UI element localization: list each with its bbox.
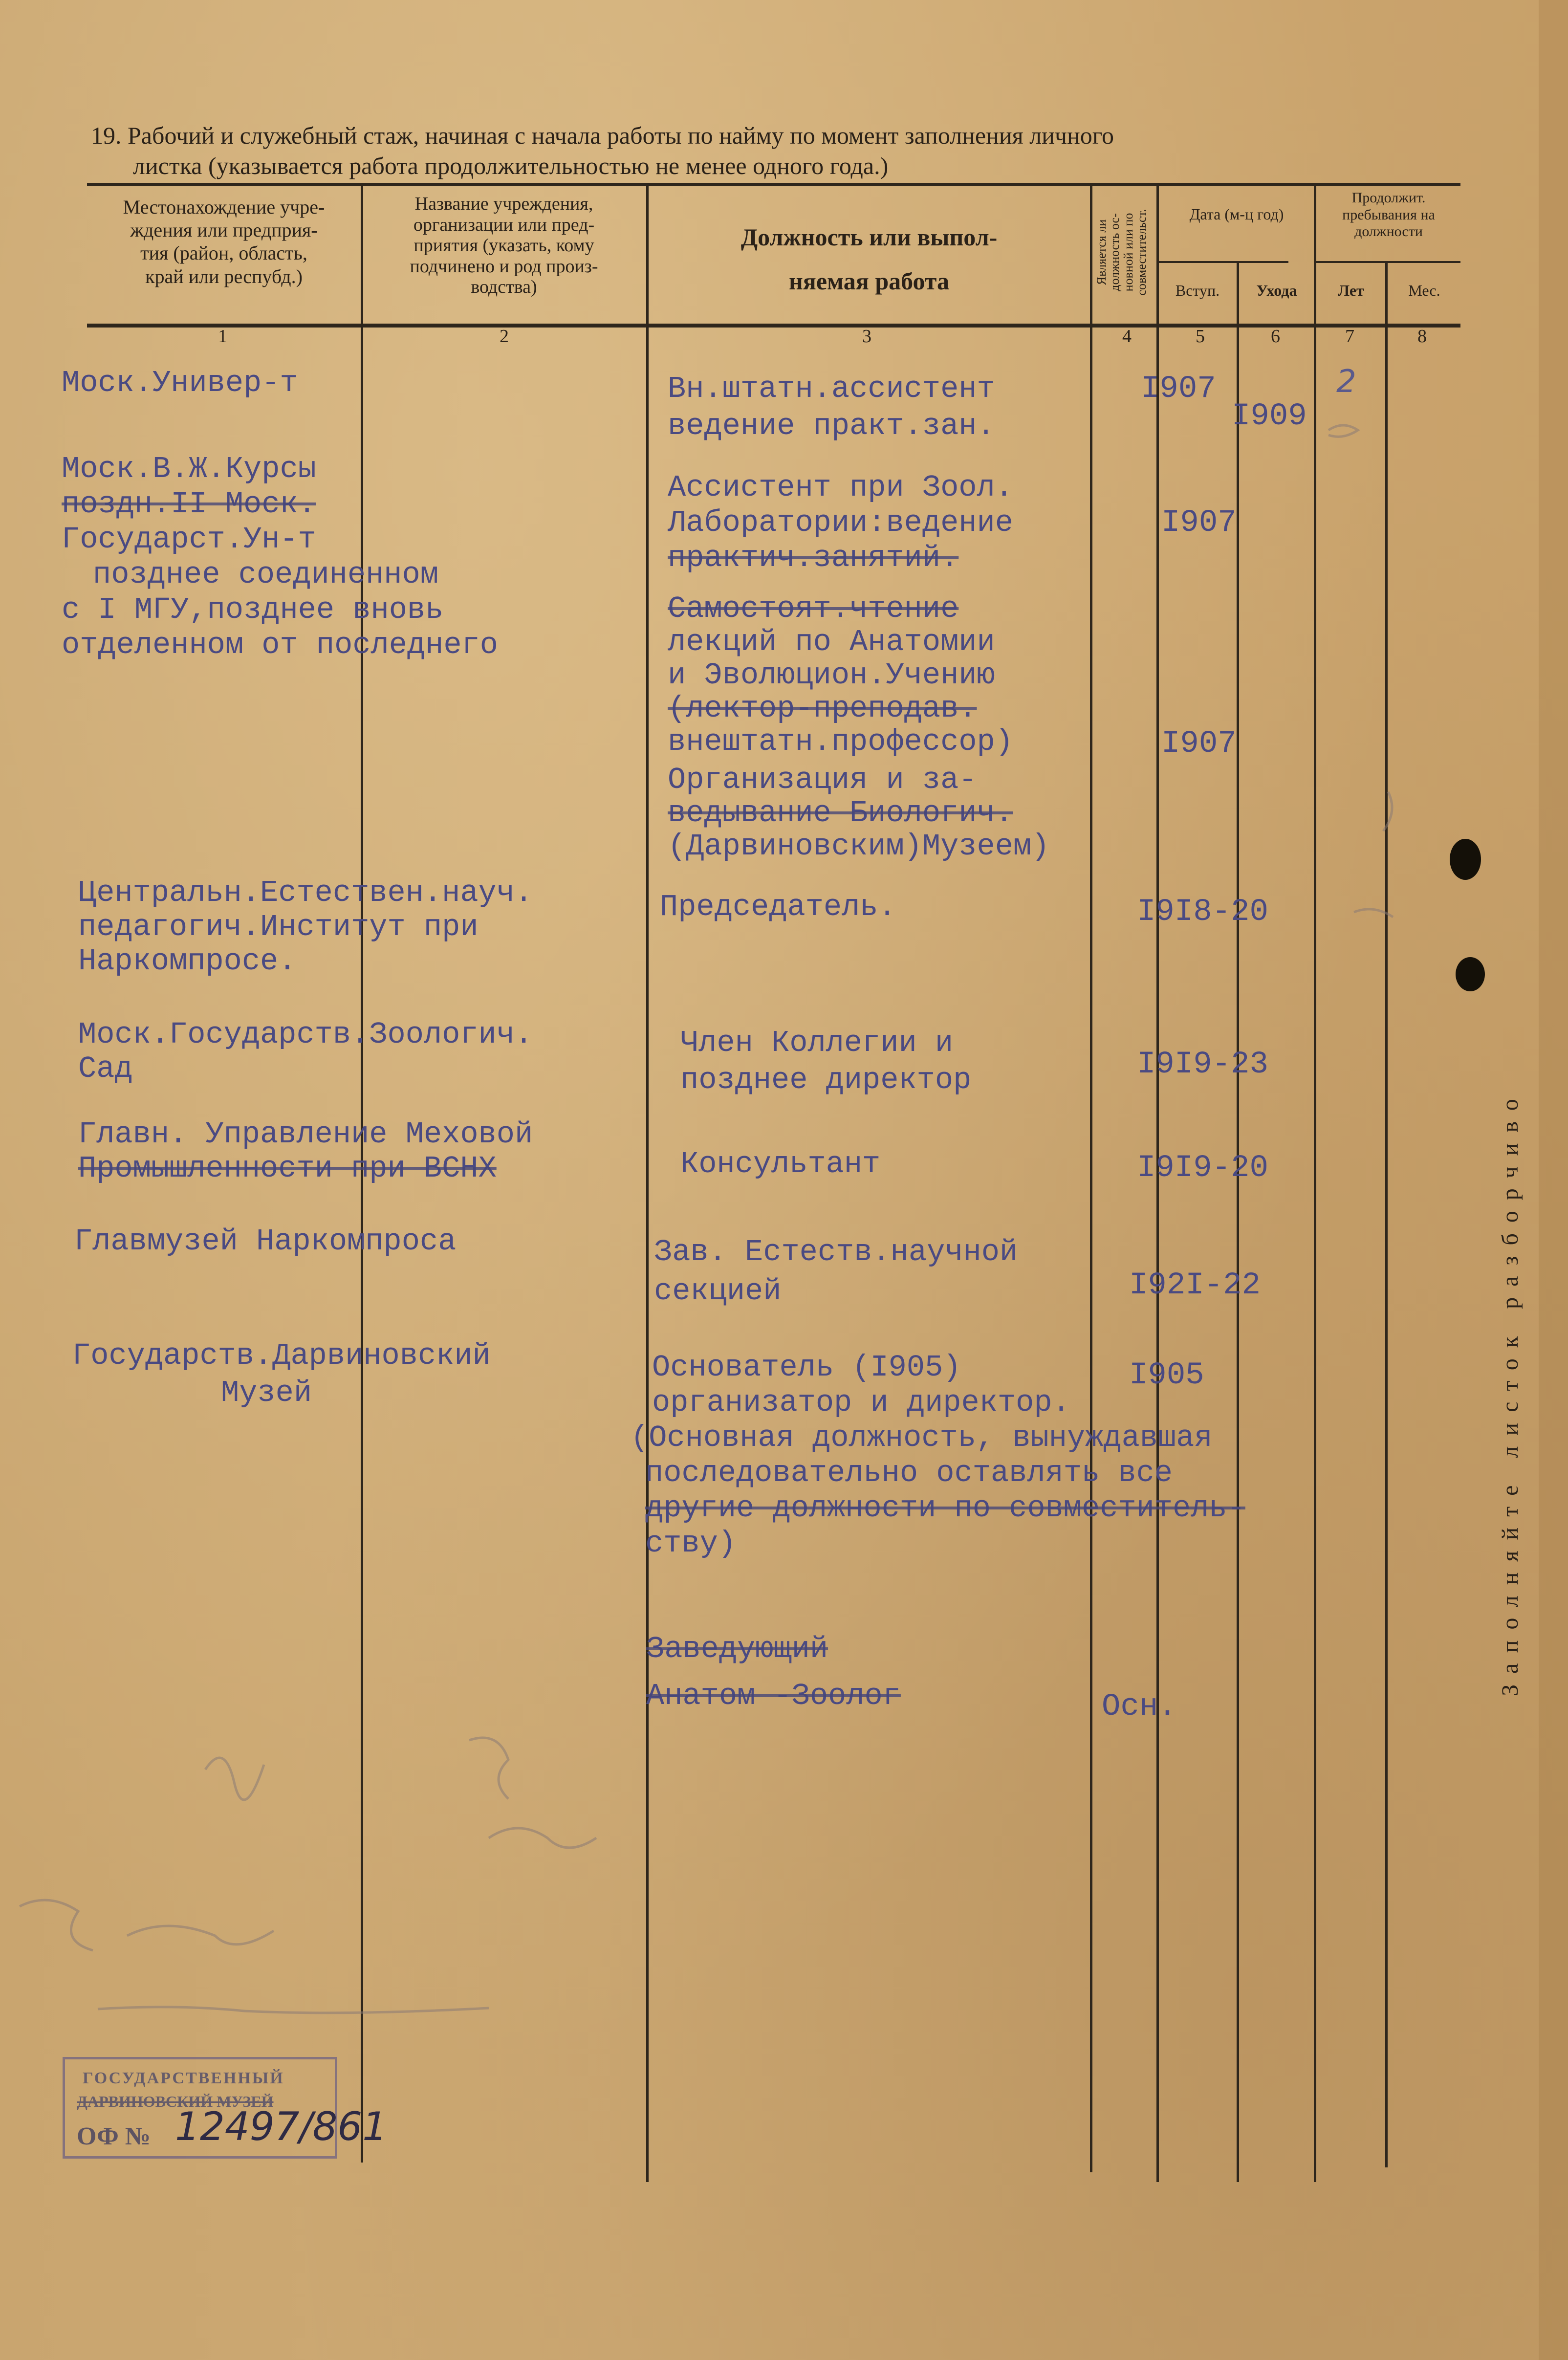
entry6-location-line: Моск.Государств.Зоологич. — [78, 1017, 533, 1052]
entry9-position — [631, 1350, 1245, 1561]
header-col2 — [364, 194, 644, 298]
col6-rule — [1314, 183, 1316, 2182]
column-number-5: 5 — [1196, 326, 1205, 347]
entry3-position-line: внештатн.профессор) — [668, 724, 1013, 759]
entry2-location-line: поздн.II Моск. — [62, 487, 316, 522]
date-subheader-rule — [1156, 261, 1288, 263]
entry4-position-line: Организация и за- — [668, 763, 977, 797]
entry9-position-line: ству) — [645, 1526, 737, 1561]
entry8-position-line: Зав. Естеств.научной — [654, 1235, 1018, 1269]
entry6-position — [680, 1025, 971, 1099]
entry9-start: I905 — [1129, 1358, 1204, 1393]
entry4-position-line: ведывание Биологич. — [668, 796, 1013, 830]
entry2-position — [668, 470, 1013, 576]
entry3-position-line: Самостоят.чтение — [668, 591, 959, 626]
header-col8: Мес. — [1408, 282, 1440, 299]
entry2-location-line: отделенном от последнего — [62, 628, 498, 662]
header-col2-line: приятия (указать, кому — [414, 235, 594, 256]
entry10-position-line: Анатом -Зоолог — [646, 1679, 901, 1713]
stamp-line2: ДАРВИНОВСКИЙ МУЗЕЙ — [77, 2093, 274, 2110]
table-top-rule — [87, 183, 1460, 186]
entry9-position-line: организатор и директор. — [652, 1385, 1070, 1420]
header-col5: Вступ. — [1175, 282, 1220, 299]
stamp-line1: ГОСУДАРСТВЕННЫЙ — [83, 2069, 284, 2087]
col5-rule — [1237, 261, 1239, 2182]
header-duration-line: пребывания на — [1342, 206, 1435, 223]
entry4-position-line: (Дарвиновским)Музеем) — [668, 829, 1050, 864]
header-col2-line: Название учреждения, — [414, 194, 593, 214]
entry8-location: Главмузей Наркомпроса — [74, 1224, 457, 1259]
entry5-location — [78, 876, 533, 979]
entry6-dates: I9I9-23 — [1137, 1047, 1268, 1082]
header-col2-line: организации или пред- — [413, 214, 595, 235]
entry1-years: 2 — [1336, 364, 1356, 400]
column-number-8: 8 — [1417, 326, 1427, 347]
entry10-position-line: Заведующий — [646, 1632, 828, 1666]
header-col1-line: тия (район, область, — [140, 242, 307, 264]
entry7-position: Консультант — [680, 1147, 881, 1181]
entry7-location — [78, 1117, 533, 1186]
col7-rule — [1385, 261, 1388, 2167]
entry4-position — [668, 764, 1049, 863]
entry1-position — [668, 371, 995, 445]
entry2-location-line: Моск.В.Ж.Курсы — [62, 452, 316, 486]
entry1-start: I907 — [1141, 371, 1216, 407]
entry5-dates: I9I8-20 — [1137, 895, 1268, 930]
entry3-position-line: и Эволюцион.Учению — [668, 658, 995, 693]
header-col4-line: совместительст. — [1134, 209, 1149, 296]
column-number-2: 2 — [500, 326, 509, 347]
column-number-4: 4 — [1122, 326, 1132, 347]
entry5-location-line: Наркомпросе. — [78, 944, 297, 979]
header-col2-line: водства) — [471, 277, 537, 298]
header-col6: Ухода — [1256, 282, 1297, 299]
header-col2-line: подчинено и род произ- — [410, 256, 598, 277]
entry2-position-line: практич.занятий. — [668, 541, 959, 575]
entry9-location — [72, 1337, 491, 1412]
entry8-position-line: секцией — [654, 1274, 782, 1309]
entry6-position-line: Член Коллегии и — [680, 1026, 954, 1060]
entry5-position: Председатель. — [660, 890, 896, 924]
column-number-3: 3 — [862, 326, 871, 347]
entry5-location-line: Центральн.Естествен.науч. — [78, 875, 533, 910]
entry8-dates: I92I-22 — [1129, 1268, 1261, 1303]
entry2-location — [62, 452, 498, 663]
stamp-number-label: ОФ № — [77, 2122, 151, 2150]
entry3-position-line: (лектор-преподав. — [668, 691, 977, 726]
entry9-position-line: последовательно оставлять все — [645, 1456, 1173, 1490]
header-col4-line: Является ли — [1094, 219, 1109, 285]
table-header-rule — [87, 324, 1460, 328]
header-col1-line: край или респубд.) — [145, 265, 303, 287]
col3-rule — [1090, 183, 1092, 2172]
header-col7: Лет — [1338, 282, 1364, 299]
entry9-position-line: (Основная должность, вынуждавшая — [631, 1420, 1213, 1455]
column-number-7: 7 — [1345, 326, 1354, 347]
entry2-position-line: Ассистент при Зоол. — [668, 470, 1013, 505]
header-col3 — [650, 215, 1088, 303]
archive-stamp — [63, 2057, 337, 2159]
entry10-type: Осн. — [1102, 1689, 1177, 1725]
header-col3-line: Должность или выпол- — [740, 223, 998, 251]
header-col1 — [89, 196, 359, 288]
entry3-position — [668, 592, 1013, 759]
entry2-start: I907 — [1161, 505, 1237, 541]
section-title-line2: листка (указывается работа продолжительностью не менее одного года.) — [133, 152, 889, 179]
margin-instruction: Заполняйте листок разборчиво — [1497, 1088, 1523, 1696]
header-col4-line: должность ос- — [1108, 213, 1122, 291]
header-col4-line: новной или по — [1121, 213, 1135, 292]
header-col3-line: няемая работа — [789, 267, 949, 295]
header-duration-line: Продолжит. — [1351, 190, 1426, 206]
header-col4 — [1095, 184, 1148, 321]
header-date-group: Дата (м-ц год) — [1189, 205, 1284, 223]
entry1-position-line: Вн.штатн.ассистент — [668, 371, 995, 406]
entry2-location-line: Государст.Ун-т — [62, 522, 316, 557]
header-duration-group — [1317, 190, 1460, 240]
entry9-position-line: другие должности по совместитель- — [645, 1491, 1245, 1526]
entry2-location-line: с I МГУ,позднее вновь — [62, 592, 444, 627]
entry1-end: I909 — [1232, 399, 1307, 434]
entry6-location — [78, 1018, 533, 1086]
section-title-line1: 19. Рабочий и служебный стаж, начиная с начала работы по найму по момент заполнения личного — [91, 122, 1114, 149]
entry2-location-line: позднее соединенном — [93, 557, 438, 592]
entry7-location-line: Главн. Управление Меховой — [78, 1117, 533, 1152]
entry6-position-line: позднее директор — [680, 1063, 972, 1097]
section-title — [91, 120, 1469, 181]
entry1-position-line: ведение практ.зан. — [668, 409, 995, 443]
header-col1-line: ждения или предприя- — [130, 219, 318, 241]
column-number-6: 6 — [1271, 326, 1280, 347]
punch-hole-top — [1450, 839, 1481, 880]
col1-rule — [361, 183, 363, 2163]
entry5-location-line: педагогич.Институт при — [78, 910, 479, 944]
entry7-location-line: Промышленности при ВСНХ — [78, 1151, 497, 1186]
entry8-position — [654, 1233, 1018, 1311]
duration-subheader-rule — [1314, 261, 1460, 263]
punch-hole-bottom — [1456, 957, 1485, 991]
entry9-location-line: Музей — [221, 1376, 312, 1410]
stamp-number-value: 12497/861 — [175, 2104, 388, 2149]
entry9-position-line: Основатель (I905) — [652, 1350, 961, 1385]
entry6-location-line: Сад — [78, 1051, 133, 1086]
entry2-position-line: Лаборатории:ведение — [668, 505, 1013, 540]
col2-rule — [646, 183, 649, 2182]
header-duration-line: должности — [1354, 223, 1423, 240]
header-col1-line: Местонахождение учре- — [123, 196, 325, 218]
entry3-position-line: лекций по Анатомии — [668, 625, 995, 659]
entry3-start: I907 — [1161, 726, 1237, 762]
entry7-dates: I9I9-20 — [1137, 1151, 1268, 1186]
entry9-location-line: Государств.Дарвиновский — [72, 1338, 491, 1373]
col4-rule — [1156, 183, 1159, 2182]
column-number-1: 1 — [218, 326, 227, 347]
entry10-position — [646, 1626, 901, 1720]
entry1-location: Моск.Универ-т — [62, 366, 298, 400]
